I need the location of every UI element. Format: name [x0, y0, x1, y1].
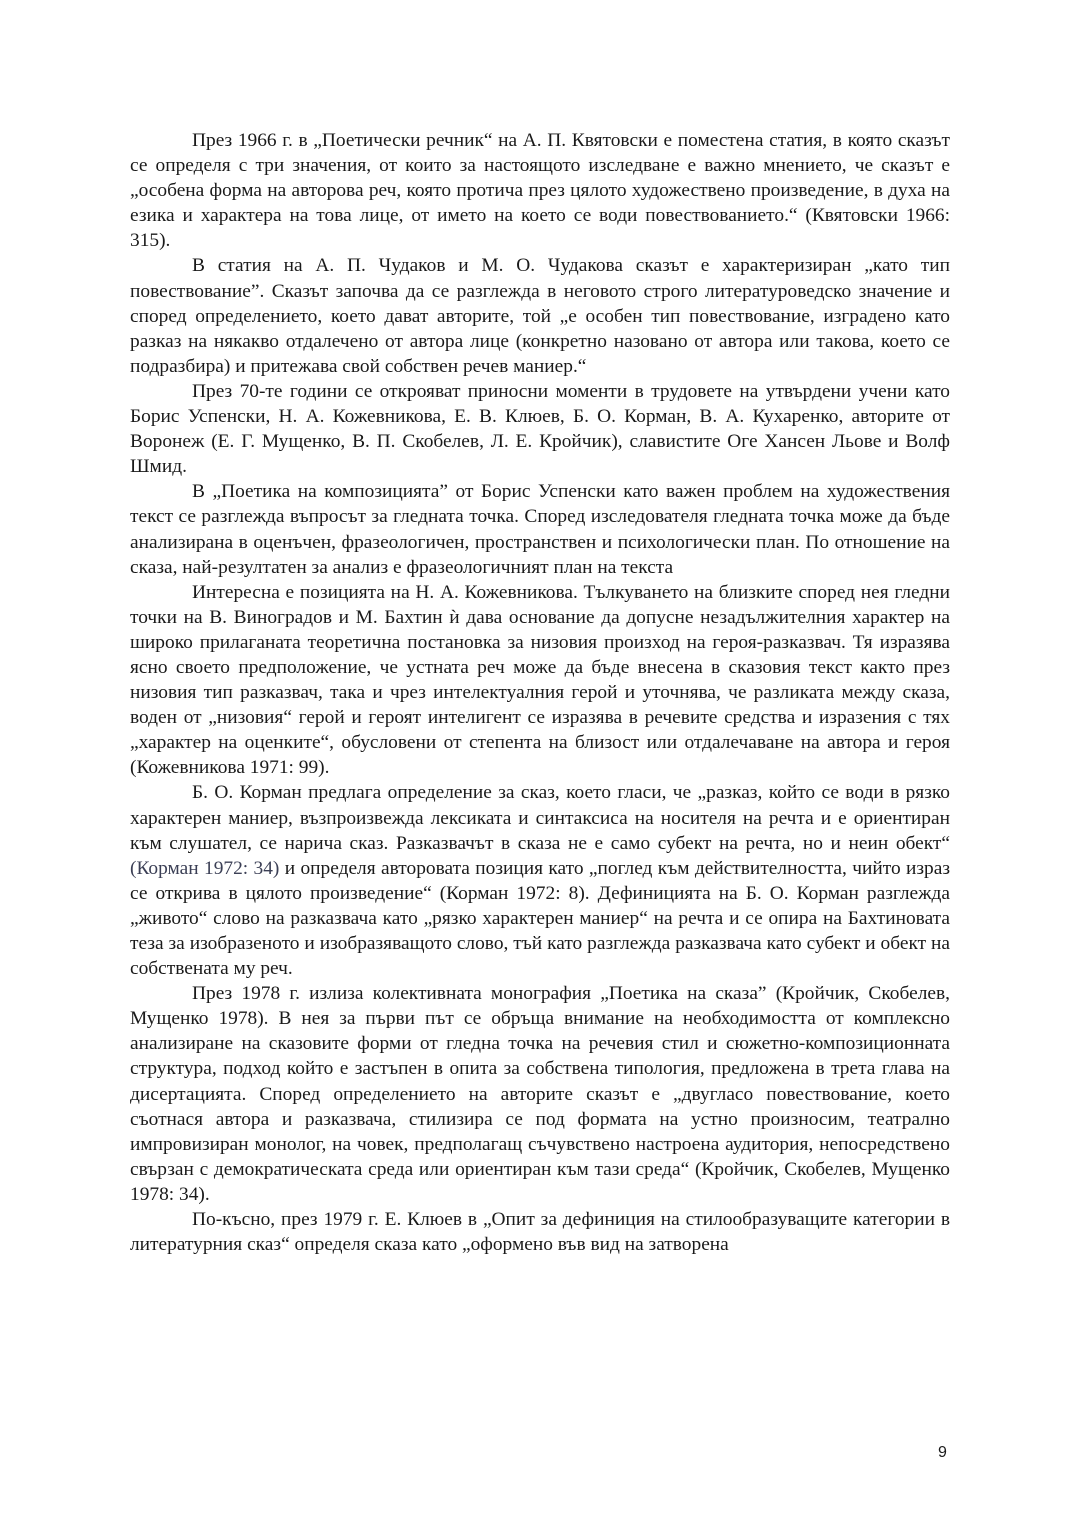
paragraph-uspenski: В „Поетика на композицията” от Борис Успенски като важен проблем на художествения текст се разглежда въпросът за гледната точка. Според изследователя гледната точка може да бъде анализирана в оценъчен, фразеологичен, пространствен и психологически план. По отношение на сказа, най-резултатен за анализ е фразеологичният план на текста [130, 481, 950, 578]
paragraph-poetics-of-skaz: През 1978 г. излиза колективната монография „Поетика на сказа” (Кройчик, Скобелев, Мущенко 1978). В нея за първи път се обръща внимание на необходимостта от комплексно анализиране на сказовите форми от гледна точка на речевия стил и сюжетно-композиционната структура, подход който е застъпен в опита за собствена типология, предложена в трета глава на дисертацията. Според определението на авторите сказът е „двугласо повествование, което съотнася автора и разказвача, стилизира се под формата на устно произносим, театрално импровизиран монолог, на човек, предполагащ съчувствено настроена аудитория, непосредствено свързан с демократическата среда или ориентиран към тази среда“ (Кройчик, Скобелев, Мущенко 1978: 34). [130, 983, 950, 1205]
body-text [130, 128, 950, 1257]
page-number: 9 [938, 1444, 947, 1461]
paragraph-seventies: През 70-те години се открояват приносни моменти в трудовете на утвърдени учени като Борис Успенски, Н. А. Кожевникова, Е. В. Клюев, Б. О. Корман, В. А. Кухаренко, авторите от Воронеж (Е. Г. Мущенко, В. П. Скобелев, Л. Е. Кройчик), славистите Оге Хансен Льове и Волф Шмид. [130, 380, 950, 478]
korman-citation: (Корман 1972: 34) [130, 857, 280, 879]
paragraph-kozhevnikova: Интересна е позицията на Н. А. Кожевникова. Тълкуването на близките според нея гледни точки на В. Виноградов и М. Бахтин ѝ дава основание да допусне незадължителния характер на широко прилаганата теоретична постановка за низовия произход на героя-разказвач. Тя изразява ясно своето предположение, че устната реч може да бъде внесена в сказовия текст както през низовия тип разказвач, така и чрез интелектуалния герой и уточнява, че разликата между сказа, воден от „низовия“ герой и героят интелигент се изразява в речевите средства и изразения с тях „характер на оценките“, обусловени от степента на близост или отдалечаване на автора и героя (Кожевникова 1971: 99). [130, 581, 950, 779]
paragraph-korman [130, 780, 950, 981]
paragraph-kvyatovski: През 1966 г. в „Поетически речник“ на А. П. Квятовски е поместена статия, в която сказът се определя с три значения, от които за настоящото изследване е важно мнението, че сказът е „особена форма на авторова реч, която протича през цялото художествено произведение, в духа на езика и характера на това лице, от името на което се води повествованието.“ (Квятовски 1966: 315). [130, 130, 950, 252]
paragraph-klyuev: По-късно, през 1979 г. Е. Клюев в „Опит за дефиниция на стилообразуващите категории в литературния сказ“ определя сказа като „оформено във вид на затворена [130, 1209, 950, 1256]
korman-text-start: Б. О. Корман предлага определение за сказ, което гласи, че „разказ, който се води в рязко характерен маниер, възпроизвежда лексиката и синтаксиса на носителя на речта и е ориентиран към слушател, се нарича сказ. Разказвачът в сказа не е само субект на речта, но и неин обект“ [130, 782, 950, 854]
korman-text-end: и определя авторовата позиция като „поглед към действителността, чийто израз се открива в цялото произведение“ (Корман 1972: 8). Дефиницията на Б. О. Корман разглежда „живото“ слово на разказвача като „рязко характерен маниер“ на речта и се опира на Бахтиновата теза за изобразеното и изобразяващото слово, тъй като разглежда разказвача като субект и обект на собствената му реч. [130, 857, 950, 980]
paragraph-chudakov: В статия на А. П. Чудаков и М. О. Чудакова сказът е характеризиран „като тип повествование”. Сказът започва да се разглежда в неговото строго литературоведско значение и според определението, което дават авторите, той „е особен тип повествование, изградено като разказ на някакво отдалечено от автора лице (конкретно назовано от автора или такова, което се подразбира) и притежава свой собствен речев маниер.“ [130, 255, 950, 377]
